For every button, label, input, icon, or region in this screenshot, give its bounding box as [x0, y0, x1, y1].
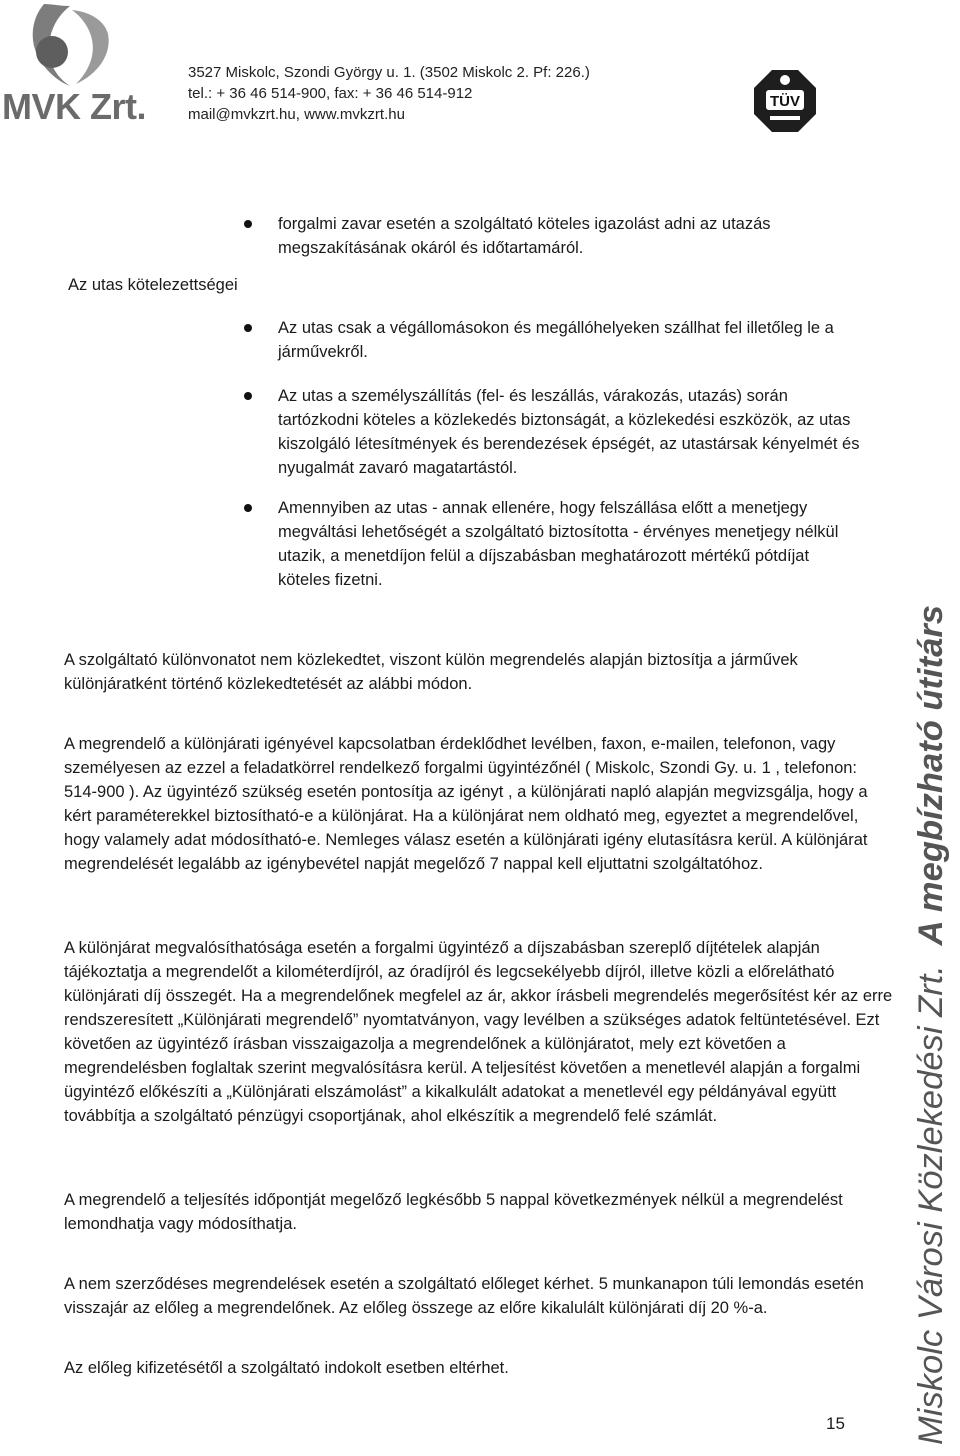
phone-fax-line: tel.: + 36 46 514-900, fax: + 36 46 514-912	[188, 85, 473, 102]
address-line: 3527 Miskolc, Szondi György u. 1. (3502 Miskolc 2. Pf: 226.)	[188, 64, 590, 81]
paragraph: A megrendelő a különjárati igényével kapcsolatban érdeklődhet levélben, faxon, e-mailen, telefonon, vagy személyesen az ezzel a feladatkörrel rendelkező forgalmi ügyintézőnél ( Miskolc, Szondi Gy. u. 1 , telefonon: 514-900 ). Az ügyintéző szükség esetén pontosítja az igényt , a különjárati napló alapján megvizsgálja, hogy a kért paraméterekkel biztosítható-e a különjárat. Ha a különjárat nem oldható meg, egyeztet a megrendelővel, hogy valamely adat módosítható-e. Nemleges válasz esetén a különjárati igény elutasításra kerül. A különjárat megrendelését legalább az igénybevétel napját megelőző 7 nappal kell eljuttatni szolgáltatóhoz.	[64, 735, 868, 873]
paragraph: A nem szerződéses megrendelések esetén a szolgáltató előleget kérhet. 5 munkanapon túli lemondás esetén visszajár az előleg a megrendelőnek. Az előleg összege az előre kikalulált különjárati díj 20 %-a.	[64, 1275, 864, 1317]
bullet-icon	[244, 324, 252, 332]
banner-text-regular: Miskolc Városi Közlekedési Zrt.	[912, 972, 950, 1445]
list-item-text: Amennyiben az utas - annak ellenére, hogy felszállása előtt a menetjegy megváltási lehetőségét a szolgáltató biztosította - érvényes menetjegy nélkül utazik, a menetdíjon felül a díjszabásban meghatározott mértékű pótdíjat köteles fizetni.	[278, 499, 839, 589]
section-label: Az utas kötelezettségei	[68, 276, 238, 294]
paragraph: A megrendelő a teljesítés időpontját megelőző legkésőbb 5 nappal következmények nélkül a megrendelést lemondhatja vagy módosíthatja.	[64, 1191, 843, 1233]
list-item-text: Az utas a személyszállítás (fel- és leszállás, várakozás, utazás) során tartózkodni köteles a közlekedés biztonságát, a közlekedési eszközök, az utas kiszolgáló létesítmények és berendezések épségét, az utastársak kényelmét és nyugalmát zavaró magatartástól.	[278, 387, 860, 477]
paragraph: A különjárat megvalósíthatósága esetén a forgalmi ügyintéző a díjszabásban szereplő díjtételek alapján tájékoztatja a megrendelőt a kilométerdíjról, az óradíjról és legcsekélyebb díjról, illetve közli a előrelátható különjárati díj összegét. Ha a megrendelőnek megfelel az ár, akkor írásbeli megrendelés megerősítést kér az erre rendszeresített „Különjárati megrendelő” nyomtatványon, vagy levélben a szükséges adatok feltüntetésével. Ezt követően az ügyintéző írásban visszaigazolja a megrendelőnek a különjáratot, mely ezt követően a megrendelésben foglaltak szerint megvalósításra kerül. A teljesítést követően a menetlevél alapján a forgalmi ügyintéző előkészíti a „Különjárati elszámolást” a kikalkulált adatokat a menetlevél egy példányával együtt továbbítja a szolgáltató pénzügyi csoportjának, ahol elkészítik a megrendelő felé számlát.	[64, 939, 893, 1125]
page-number: 15	[826, 1414, 845, 1433]
svg-text:Miskolc Városi Közlekedési Zrt	[912, 605, 950, 1445]
page-header	[0, 0, 960, 150]
tuv-text: TÜV	[770, 93, 800, 110]
email-web-line: mail@mvkzrt.hu, www.mvkzrt.hu	[188, 106, 405, 123]
tuv-badge-icon	[752, 68, 818, 134]
bullet-icon	[244, 220, 252, 228]
contact-info	[188, 62, 590, 125]
tuv-certification-logo	[752, 68, 818, 134]
bullet-icon	[244, 392, 252, 400]
paragraph: A szolgáltató különvonatot nem közlekedtet, viszont külön megrendelés alapján biztosítja a járművek különjáratként történő közlekedtetését az alábbi módon.	[64, 651, 798, 693]
side-banner	[890, 600, 960, 1450]
company-logo	[0, 0, 150, 130]
logo-swoosh-icon	[0, 0, 150, 90]
list-item	[244, 212, 864, 260]
list-item	[244, 496, 864, 592]
paragraph: Az előleg kifizetésétől a szolgáltató indokolt esetben eltérhet.	[64, 1359, 509, 1377]
list-item	[244, 316, 864, 364]
bullet-icon	[244, 504, 252, 512]
logo-text: MVK Zrt.	[2, 86, 146, 127]
banner-text-bold: A megbízható útitárs	[912, 610, 950, 946]
list-item-text: forgalmi zavar esetén a szolgáltató köteles igazolást adni az utazás megszakításának okáról és időtartamáról.	[278, 215, 771, 257]
list-item	[244, 384, 864, 480]
list-item-text: Az utas csak a végállomásokon és megállóhelyeken szállhat fel illetőleg le a járművekről.	[278, 319, 834, 361]
